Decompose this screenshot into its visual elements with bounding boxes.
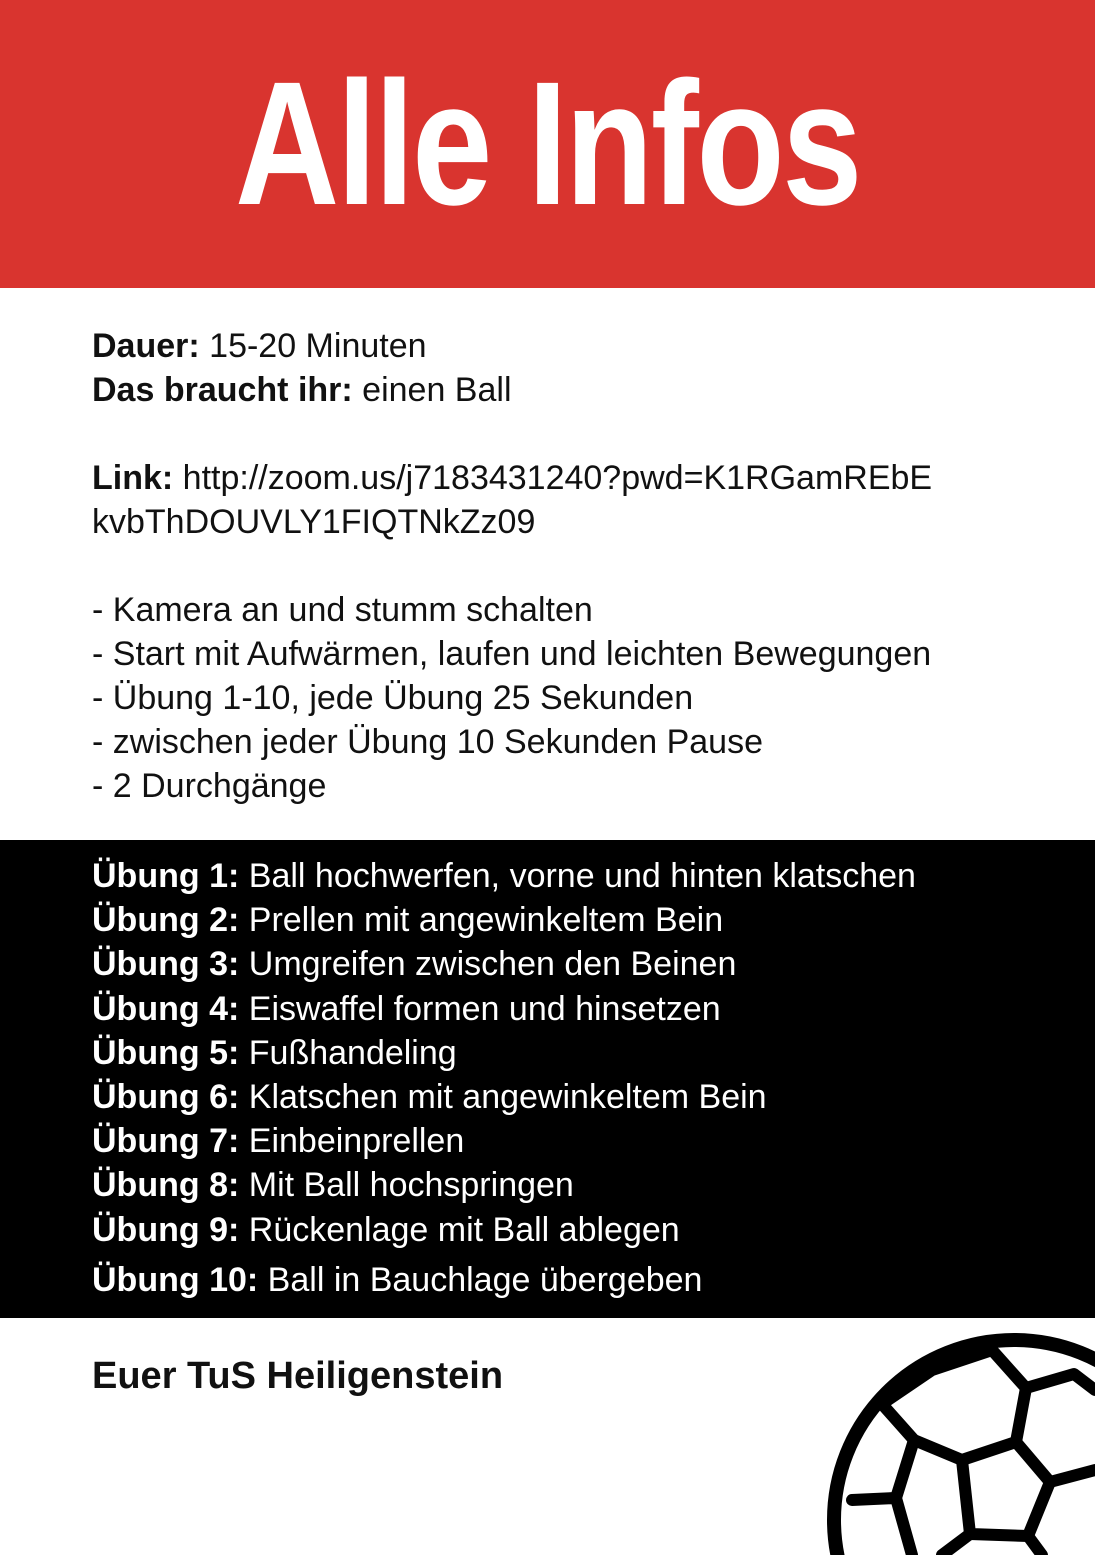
exercise-text: Mit Ball hochspringen	[248, 1166, 574, 1205]
exercise-label: Übung 2:	[92, 901, 240, 940]
exercise-item	[92, 854, 1082, 898]
page-title: Alle Infos	[235, 46, 860, 242]
exercise-text: Prellen mit angewinkeltem Bein	[248, 901, 724, 940]
needs-value: einen Ball	[362, 371, 512, 409]
exercise-item	[92, 1258, 1082, 1302]
link-label: Link:	[92, 459, 174, 497]
exercise-item	[92, 898, 1082, 942]
exercise-label: Übung 10:	[92, 1260, 259, 1299]
zoom-link-continued[interactable]: kvbThDOUVLY1FIQTNkZz09	[92, 503, 536, 541]
exercise-text: Ball hochwerfen, vorne und hinten klatschen	[248, 857, 916, 895]
needs-row	[92, 368, 1082, 412]
note-item: - 2 Durchgänge	[92, 767, 327, 805]
signature: Euer TuS Heiligenstein	[92, 1355, 504, 1397]
note-item: - zwischen jeder Übung 10 Sekunden Pause	[92, 723, 763, 761]
exercise-item	[92, 942, 1082, 986]
exercise-text: Klatschen mit angewinkeltem Bein	[248, 1077, 767, 1116]
note-item: - Kamera an und stumm schalten	[92, 591, 593, 629]
info-section	[92, 324, 1082, 808]
exercise-text: Umgreifen zwischen den Beinen	[248, 945, 737, 984]
exercise-text: Rückenlage mit Ball ablegen	[248, 1210, 680, 1249]
exercise-label: Übung 4:	[92, 989, 240, 1028]
duration-row	[92, 324, 1082, 368]
exercise-text: Fußhandeling	[248, 1033, 457, 1072]
exercise-item	[92, 1163, 1082, 1207]
exercise-label: Übung 1:	[92, 857, 240, 895]
exercise-item	[92, 1075, 1082, 1119]
duration-label: Dauer:	[92, 327, 200, 365]
zoom-link[interactable]: http://zoom.us/j7183431240?pwd=K1RGamREbE	[182, 459, 933, 497]
exercise-text: Einbeinprellen	[248, 1122, 465, 1161]
exercise-label: Übung 6:	[92, 1077, 240, 1116]
exercise-label: Übung 5:	[92, 1033, 240, 1072]
exercise-item	[92, 987, 1082, 1031]
exercise-label: Übung 9:	[92, 1210, 240, 1249]
handball-icon	[822, 1330, 1095, 1555]
exercise-label: Übung 3:	[92, 945, 240, 984]
note-item: - Start mit Aufwärmen, laufen und leichten Bewegungen	[92, 635, 932, 673]
duration-value: 15-20 Minuten	[209, 327, 427, 365]
exercise-item	[92, 1208, 1082, 1252]
exercise-list	[92, 854, 1082, 1302]
exercise-box	[0, 840, 1095, 1318]
needs-label: Das braucht ihr:	[92, 371, 353, 409]
exercise-item	[92, 1119, 1082, 1163]
exercise-text: Ball in Bauchlage übergeben	[267, 1260, 703, 1299]
link-row	[92, 456, 1082, 500]
exercise-item	[92, 1031, 1082, 1075]
exercise-label: Übung 8:	[92, 1166, 240, 1205]
exercise-label: Übung 7:	[92, 1122, 240, 1161]
note-item: - Übung 1-10, jede Übung 25 Sekunden	[92, 679, 694, 717]
header-banner	[0, 0, 1095, 288]
exercise-text: Eiswaffel formen und hinsetzen	[248, 989, 721, 1028]
